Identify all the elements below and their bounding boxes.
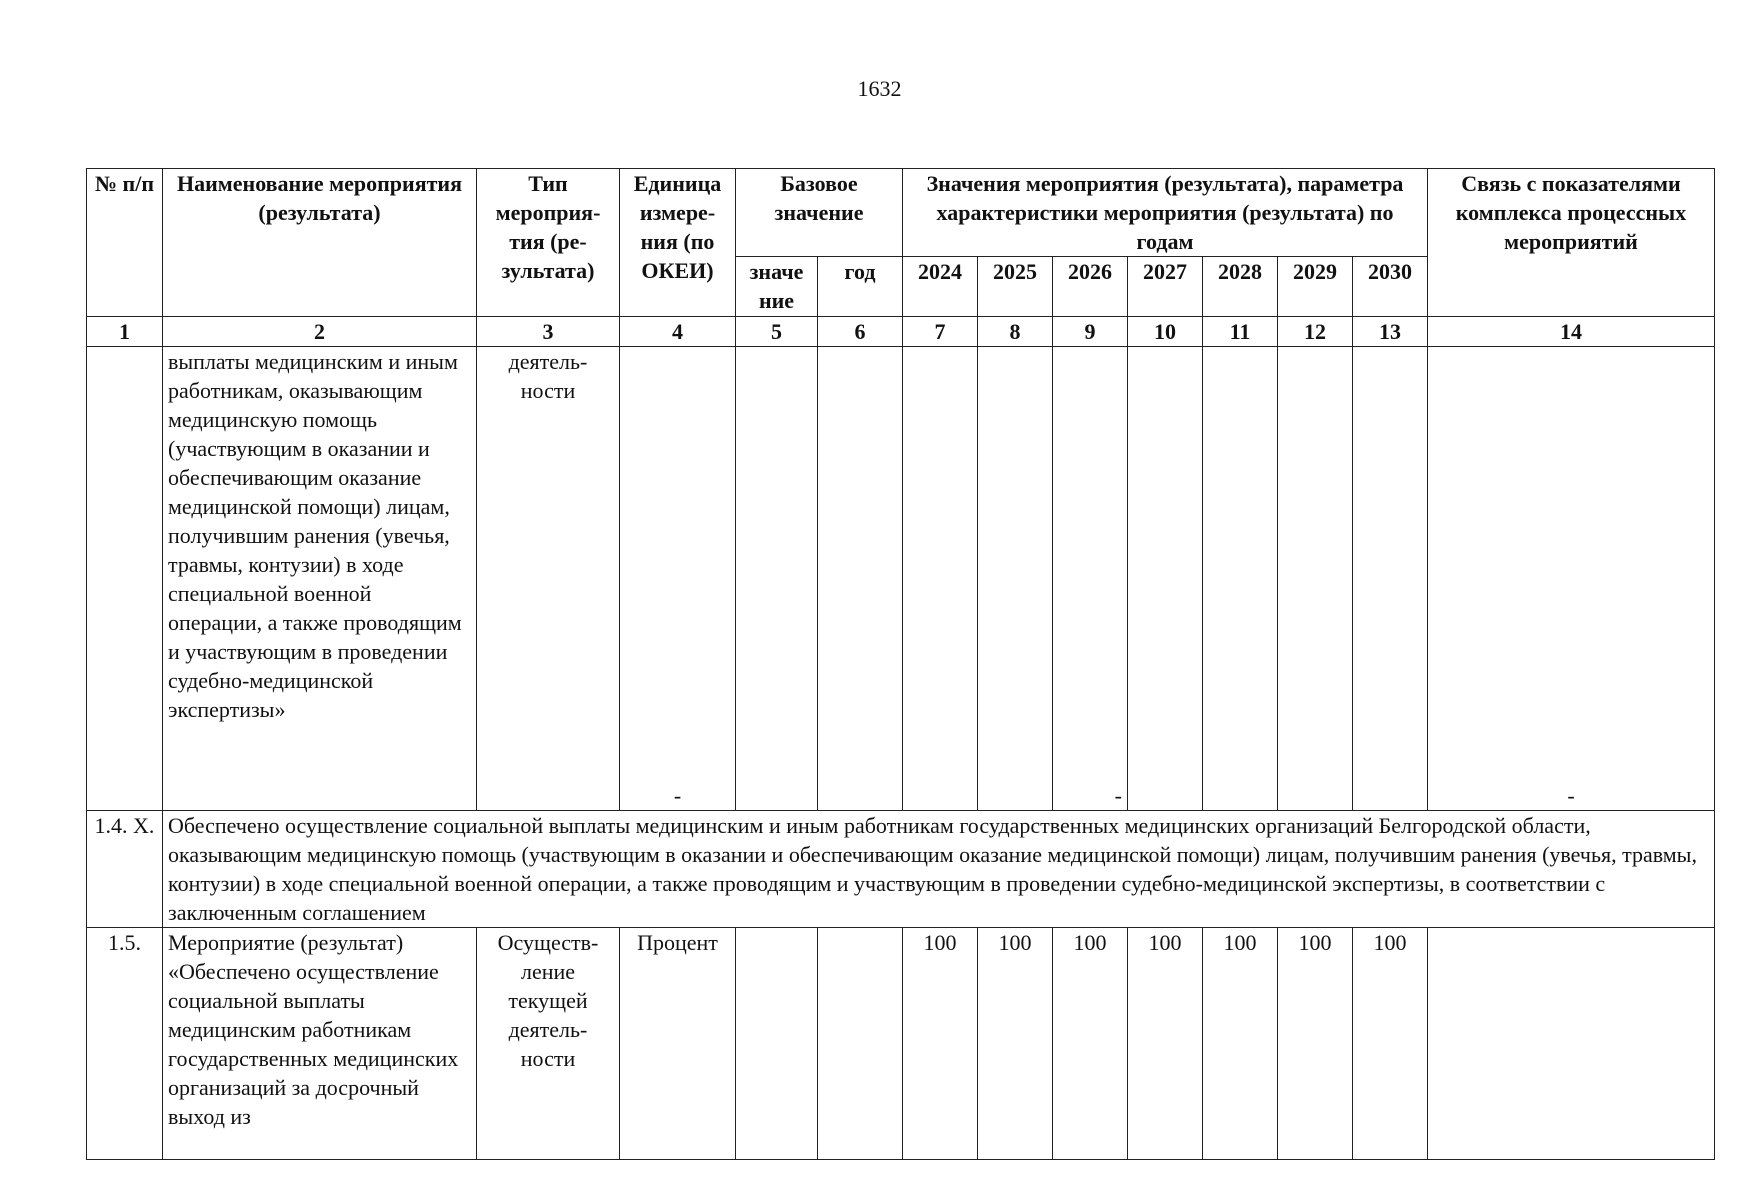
column-number: 2 — [163, 317, 477, 347]
column-number: 5 — [736, 317, 818, 347]
row-year-2026: - — [1053, 347, 1128, 811]
row-link: - — [1428, 347, 1715, 811]
header-base-year: год — [818, 257, 903, 317]
table-row — [87, 347, 1715, 811]
header-unit: Единица измере-ния (по ОКЕИ) — [620, 169, 736, 317]
column-number: 10 — [1128, 317, 1203, 347]
row-name: выплаты медицинским и иным работникам, оказывающим медицинскую помощь (участвующим в оказании и обеспечивающим оказание медицинской помощи) лицам, получившим ранения (увечья, травмы, контузии) в ходе специальной военной операции, а также проводящим и участвующим в проведении судебно-медицинской экспертизы» — [163, 347, 477, 811]
item-value: 100 — [1353, 928, 1428, 1160]
column-number: 13 — [1353, 317, 1428, 347]
header-year: 2029 — [1278, 257, 1353, 317]
column-number: 11 — [1203, 317, 1278, 347]
header-values: Значения мероприятия (результата), параметра характеристики мероприятия (результата) по годам — [903, 169, 1428, 257]
column-number: 7 — [903, 317, 978, 347]
header-year: 2024 — [903, 257, 978, 317]
task-num: 1.4. Х. — [87, 811, 163, 928]
item-type: Осуществ-ление текущей деятель-ности — [477, 928, 620, 1160]
header-year: 2028 — [1203, 257, 1278, 317]
item-value: 100 — [1128, 928, 1203, 1160]
item-value: 100 — [903, 928, 978, 1160]
page-number: 1632 — [857, 76, 902, 101]
column-number: 6 — [818, 317, 903, 347]
row-unit: - — [620, 347, 736, 811]
item-name: Мероприятие (результат) «Обеспечено осуществление социальной выплаты медицинским работникам государственных медицинских организаций за досрочный выход из — [163, 928, 477, 1160]
header-year: 2027 — [1128, 257, 1203, 317]
item-value: 100 — [1278, 928, 1353, 1160]
column-number: 12 — [1278, 317, 1353, 347]
header-year: 2025 — [978, 257, 1053, 317]
column-number: 9 — [1053, 317, 1128, 347]
column-number: 1 — [87, 317, 163, 347]
header-base: Базовое значение — [736, 169, 903, 257]
item-unit: Процент — [620, 928, 736, 1160]
item-value: 100 — [1053, 928, 1128, 1160]
item-value: 100 — [978, 928, 1053, 1160]
header-name: Наименование мероприятия (результата) — [163, 169, 477, 317]
row-type: деятель-ности — [477, 347, 620, 811]
header-link: Связь с показателями комплекса процессных мероприятий — [1428, 169, 1715, 317]
item-num: 1.5. — [87, 928, 163, 1160]
row-num-empty — [87, 347, 163, 811]
column-number: 14 — [1428, 317, 1715, 347]
header-base-value: значе ние — [736, 257, 818, 317]
column-numbers-row — [87, 317, 1715, 347]
header-num: № п/п — [87, 169, 163, 317]
measures-table — [86, 168, 1715, 1160]
header-year: 2026 — [1053, 257, 1128, 317]
task-row — [87, 811, 1715, 928]
header-year: 2030 — [1353, 257, 1428, 317]
column-number: 4 — [620, 317, 736, 347]
table-row — [87, 928, 1715, 1160]
header-type: Тип мероприя-тия (ре-зультата) — [477, 169, 620, 317]
item-value: 100 — [1203, 928, 1278, 1160]
column-number: 8 — [978, 317, 1053, 347]
column-number: 3 — [477, 317, 620, 347]
task-text: Обеспечено осуществление социальной выплаты медицинским и иным работникам государственных медицинских организаций Белгородской области, оказывающим медицинскую помощь (участвующим в оказании и обеспечивающим оказание медицинской помощи) лицам, получившим ранения (увечья, травмы, контузии) в ходе специальной военной операции, а также проводящим и участвующим в проведении судебно-медицинской экспертизы, в соответствии с заключенным соглашением — [163, 811, 1715, 928]
